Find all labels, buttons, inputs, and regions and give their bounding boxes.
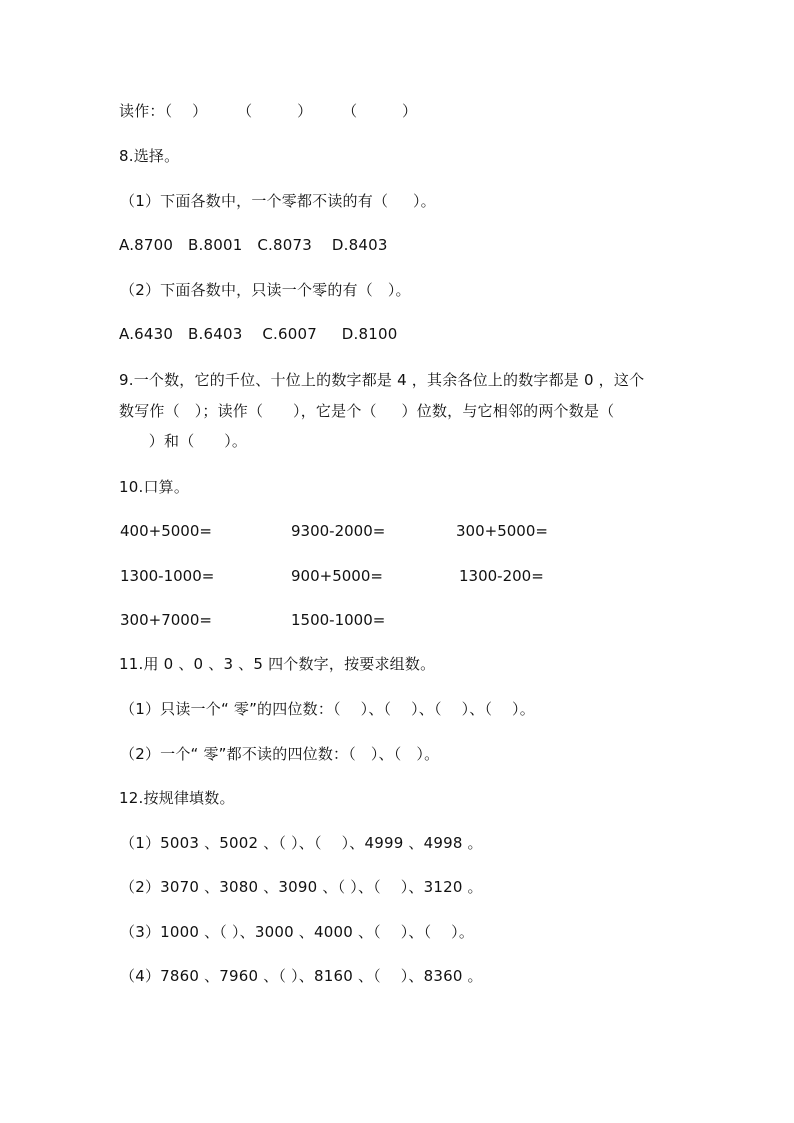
question-11-1-text: （1）只读一个“ 零”的四位数：（ ）、（ ）、（ ）、（ ）。 — [120, 700, 535, 718]
question-9-line-2: 数写作（ ）；读作（ ），它是个（ ）位数，与它相邻的两个数是（ — [119, 402, 615, 420]
question-8-1-text: （1）下面各数中，一个零都不读的有（ ）。 — [120, 192, 436, 210]
oral-calc-item: 1300-200= — [459, 567, 544, 585]
read-as-line: 读作：（ ） （ ） （ ） — [119, 102, 418, 120]
question-9-line-1: 9.一个数，它的千位、十位上的数字都是 4 ，其余各位上的数字都是 0 ，这个 — [119, 371, 645, 389]
question-12-3-text: （3）1000 、（ ）、3000 、4000 、（ ）、（ ）。 — [120, 923, 475, 941]
oral-calc-item: 400+5000= — [120, 522, 212, 540]
oral-calc-item: 1500-1000= — [291, 611, 386, 629]
question-10-title: 10.口算。 — [119, 478, 190, 496]
question-12-4-text: （4）7860 、7960 、（ ）、8160 、（ ）、8360 。 — [120, 967, 483, 985]
question-8-title: 8.选择。 — [119, 147, 180, 165]
oral-calc-item: 9300-2000= — [291, 522, 386, 540]
oral-calc-item: 900+5000= — [291, 567, 383, 585]
oral-calc-item: 300+5000= — [456, 522, 548, 540]
question-9-line-3: ）和（ ）。 — [119, 432, 248, 450]
question-12-2-text: （2）3070 、3080 、3090 、（ ）、（ ）、3120 。 — [120, 878, 483, 896]
question-11-title: 11.用 0 、0 、3 、5 四个数字，按要求组数。 — [119, 655, 436, 673]
oral-calc-item: 1300-1000= — [120, 567, 215, 585]
question-12-1-text: （1）5003 、5002 、（ ）、（ ）、4999 、4998 。 — [120, 834, 483, 852]
question-11-2-text: （2）一个“ 零”都不读的四位数：（ ）、（ ）。 — [120, 745, 440, 763]
question-8-2-options: A.6430 B.6403 C.6007 D.8100 — [119, 325, 398, 343]
question-12-title: 12.按规律填数。 — [119, 789, 235, 807]
oral-calc-item: 300+7000= — [120, 611, 212, 629]
question-8-2-text: （2）下面各数中，只读一个零的有（ ）。 — [120, 281, 411, 299]
question-8-1-options: A.8700 B.8001 C.8073 D.8403 — [119, 236, 388, 254]
